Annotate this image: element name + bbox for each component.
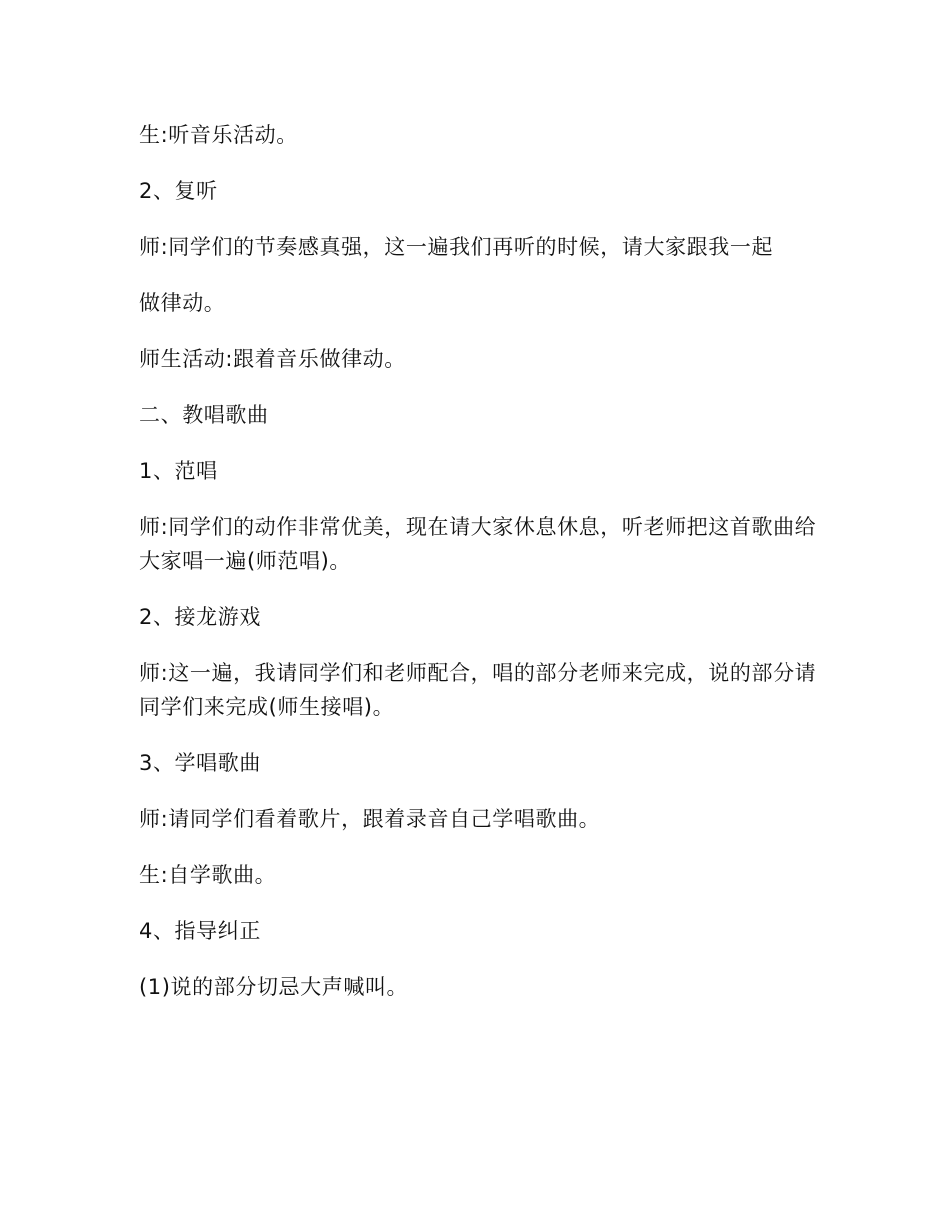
- paragraph-teacher-rhythm: 师:同学们的节奏感真强，这一遍我们再听的时候，请大家跟我一起: [139, 235, 774, 259]
- paragraph-teacher-relay: 师:这一遍，我请同学们和老师配合，唱的部分老师来完成，说的部分请同学们来完成(师生接唱)。: [139, 661, 817, 719]
- paragraph-teacher-student-activity: 师生活动:跟着音乐做律动。: [139, 347, 406, 371]
- heading-learn-song: 3、学唱歌曲: [139, 751, 261, 775]
- paragraph-student-self-study: 生:自学歌曲。: [139, 863, 277, 887]
- paragraph-teacher-demo: 师:同学们的动作非常优美，现在请大家休息休息，听老师把这首歌曲给大家唱一遍(师范唱)。: [139, 515, 817, 573]
- paragraph-student-listening: 生:听音乐活动。: [139, 123, 298, 147]
- heading-demo-singing: 1、范唱: [139, 459, 218, 483]
- heading-relisten: 2、复听: [139, 179, 218, 203]
- heading-guidance-correction: 4、指导纠正: [139, 919, 261, 943]
- paragraph-do-movement: 做律动。: [139, 291, 226, 315]
- paragraph-teacher-song-card: 师:请同学们看着歌片，跟着录音自己学唱歌曲。: [139, 807, 601, 831]
- document-body: [139, 118, 819, 1026]
- paragraph-no-shouting: (1)说的部分切忌大声喊叫。: [139, 975, 409, 999]
- heading-teach-song: 二、教唱歌曲: [139, 403, 269, 427]
- heading-relay-game: 2、接龙游戏: [139, 605, 261, 629]
